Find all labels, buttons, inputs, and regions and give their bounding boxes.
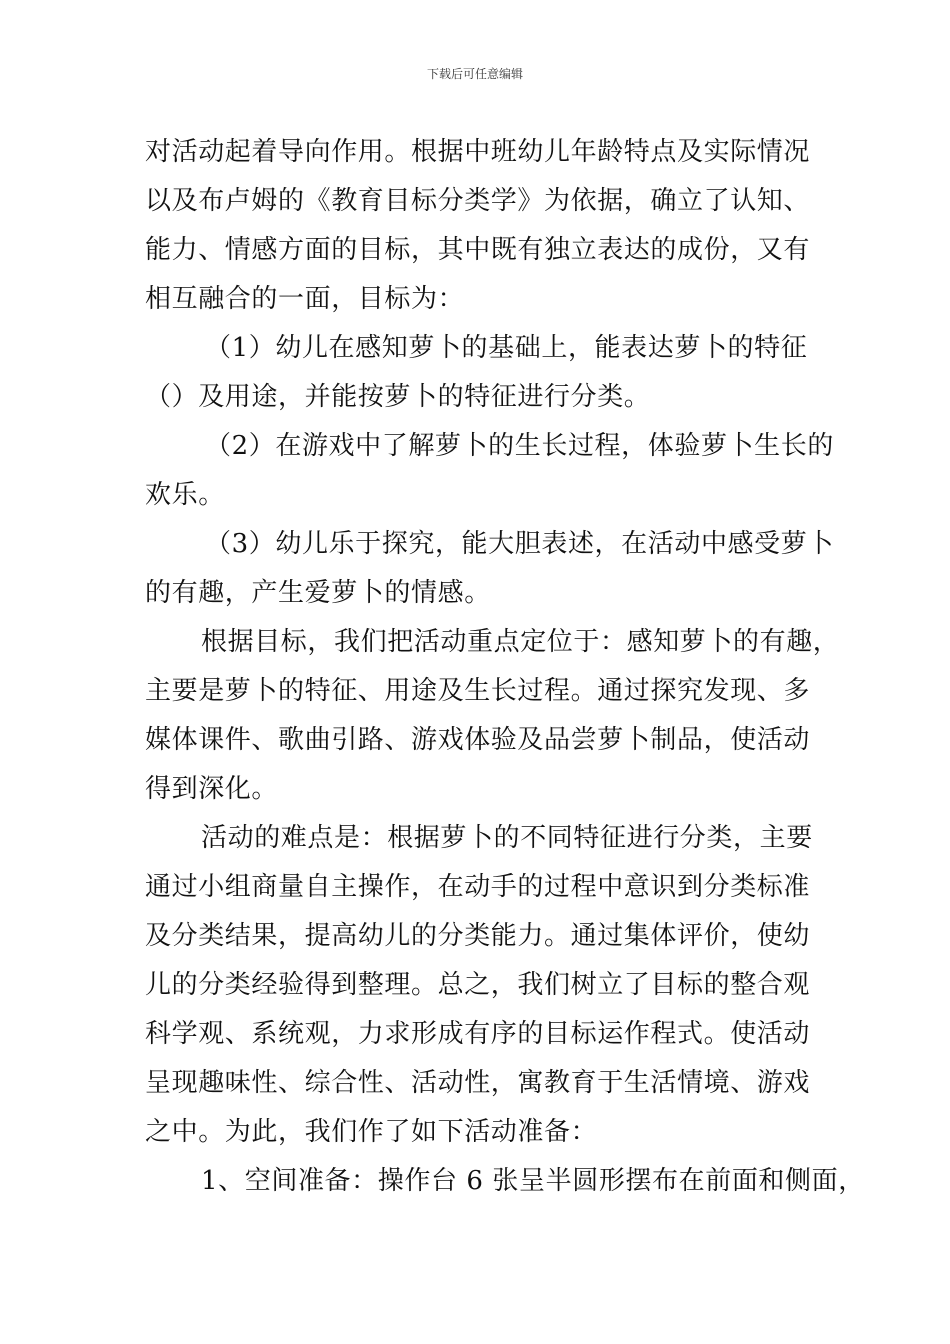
text-line: 通过小组商量自主操作，在动手的过程中意识到分类标准: [145, 872, 811, 902]
text-line: 活动的难点是：根据萝卜的不同特征进行分类，主要: [201, 823, 813, 853]
text-line: 科学观、系统观，力求形成有序的目标运作程式。使活动: [145, 1019, 811, 1049]
text-line: （）及用途，并能按萝卜的特征进行分类。: [145, 382, 651, 412]
text-line: （2）在游戏中了解萝卜的生长过程，体验萝卜生长的: [205, 431, 834, 461]
text-line: （3）幼儿乐于探究，能大胆表述，在活动中感受萝卜: [205, 529, 834, 559]
text-line: 得到深化。: [145, 774, 279, 804]
text-line: 媒体课件、歌曲引路、游戏体验及品尝萝卜制品，使活动: [145, 725, 811, 755]
text-line: 儿的分类经验得到整理。总之，我们树立了目标的整合观: [145, 970, 811, 1000]
text-line: 1、空间准备：操作台 6 张呈半圆形摆布在前面和侧面，: [201, 1166, 865, 1196]
text-line: 欢乐。: [145, 480, 225, 510]
text-line: 以及布卢姆的《教育目标分类学》为依据，确立了认知、: [145, 186, 811, 216]
text-line: 能力、情感方面的目标，其中既有独立表达的成份，又有: [145, 235, 811, 265]
text-line: 的有趣，产生爱萝卜的情感。: [145, 578, 491, 608]
page-header: 下载后可任意编辑: [426, 67, 523, 81]
text-line: 对活动起着导向作用。根据中班幼儿年龄特点及实际情况: [145, 137, 811, 167]
text-line: 及分类结果，提高幼儿的分类能力。通过集体评价，使幼: [145, 921, 811, 951]
text-line: 主要是萝卜的特征、用途及生长过程。通过探究发现、多: [145, 676, 811, 706]
document-body: [145, 128, 865, 1206]
text-line: 相互融合的一面，目标为：: [145, 284, 465, 314]
text-line: 呈现趣味性、综合性、活动性，寓教育于生活情境、游戏: [145, 1068, 811, 1098]
text-line: （1）幼儿在感知萝卜的基础上，能表达萝卜的特征: [205, 333, 808, 363]
text-line: 根据目标，我们把活动重点定位于：感知萝卜的有趣，: [201, 627, 840, 657]
text-line: 之中。为此，我们作了如下活动准备：: [145, 1117, 598, 1147]
